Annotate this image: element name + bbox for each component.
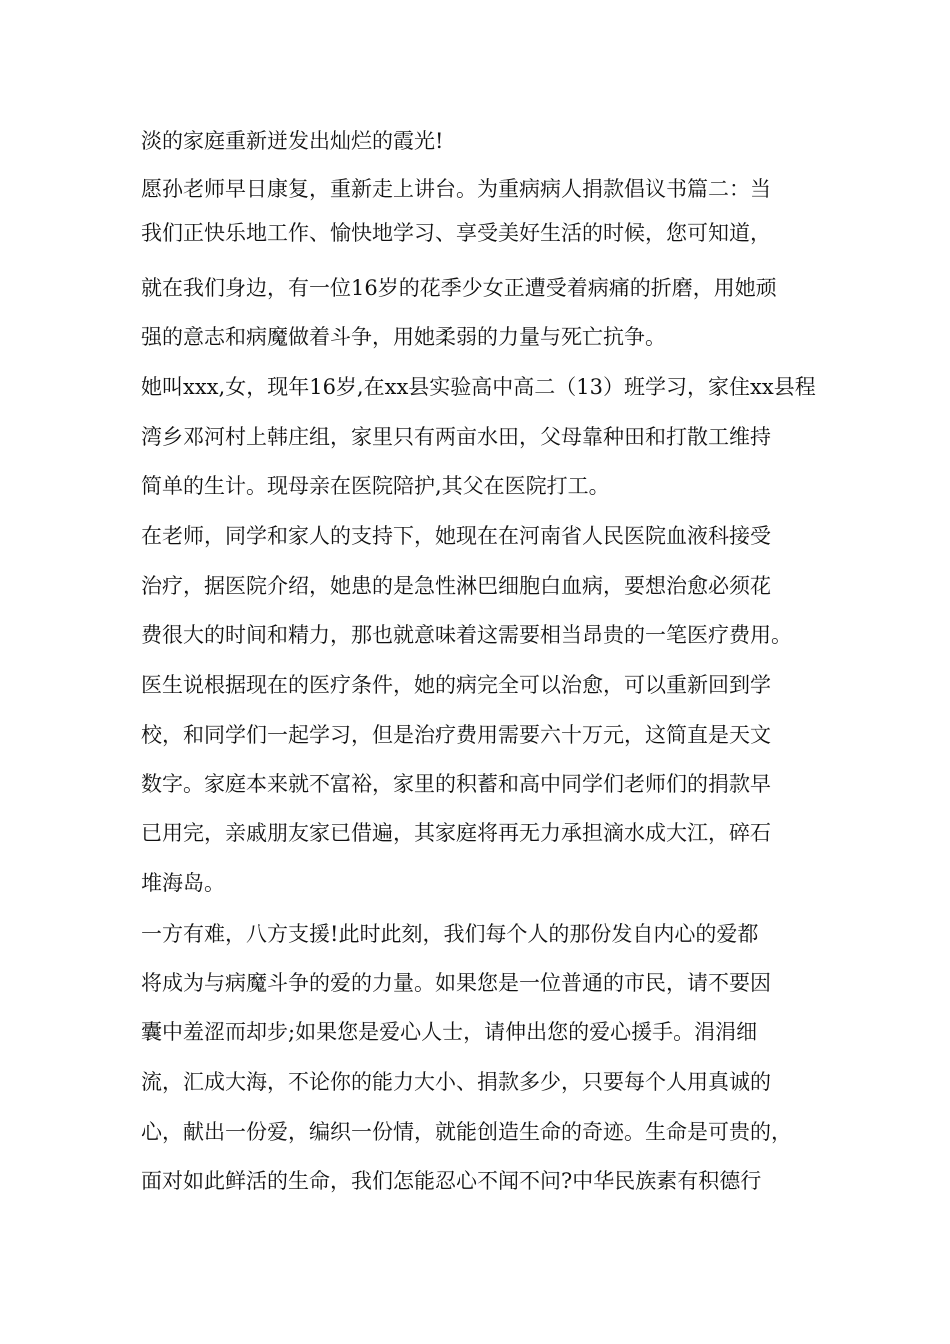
text-line: 心，献出一份爱，编织一份情，就能创造生命的奇迹。生命是可贵的， [141,1120,792,1144]
text-line: 我们正快乐地工作、愉快地学习、享受美好生活的时候，您可知道， [141,221,771,245]
text-line: 就在我们身边，有一位16岁的花季少女正遭受着病痛的折磨，用她顽 [141,276,777,300]
text-line: 愿孙老师早日康复，重新走上讲台。为重病病人捐款倡议书篇二：当 [141,177,771,201]
text-line: 数字。家庭本来就不富裕，家里的积蓄和高中同学们老师们的捐款早 [141,772,771,796]
text-line: 一方有难，八方支援!此时此刻，我们每个人的那份发自内心的爱都 [141,922,759,946]
text-line: 治疗，据医院介绍，她患的是急性淋巴细胞白血病，要想治愈必须花 [141,574,771,598]
text-line: 囊中羞涩而却步;如果您是爱心人士，请伸出您的爱心援手。涓涓细 [141,1020,758,1044]
text-line: 强的意志和病魔做着斗争，用她柔弱的力量与死亡抗争。 [141,325,666,349]
text-line: 湾乡邓河村上韩庄组，家里只有两亩水田，父母靠种田和打散工维持 [141,425,771,449]
text-line: 她叫xxx,女，现年16岁,在xx县实验高中高二（13）班学习，家住xx县程 [141,375,816,399]
text-line: 医生说根据现在的医疗条件，她的病完全可以治愈，可以重新回到学 [141,673,771,697]
text-line: 将成为与病魔斗争的爱的力量。如果您是一位普通的市民，请不要因 [141,971,771,995]
text-line: 在老师，同学和家人的支持下，她现在在河南省人民医院血液科接受 [141,524,771,548]
text-line: 校，和同学们一起学习，但是治疗费用需要六十万元，这简直是天文 [141,723,771,747]
text-line: 费很大的时间和精力，那也就意味着这需要相当昂贵的一笔医疗费用。 [141,623,792,647]
text-line: 堆海岛。 [141,871,225,895]
text-line: 面对如此鲜活的生命，我们怎能忍心不闻不问?中华民族素有积德行 [141,1169,762,1193]
text-line: 简单的生计。现母亲在医院陪护,其父在医院打工。 [141,474,610,498]
text-line: 淡的家庭重新迸发出灿烂的霞光! [141,129,444,153]
text-line: 流，汇成大海，不论你的能力大小、捐款多少，只要每个人用真诚的 [141,1070,771,1094]
text-line: 已用完，亲戚朋友家已借遍，其家庭将再无力承担滴水成大江，碎石 [141,821,771,845]
